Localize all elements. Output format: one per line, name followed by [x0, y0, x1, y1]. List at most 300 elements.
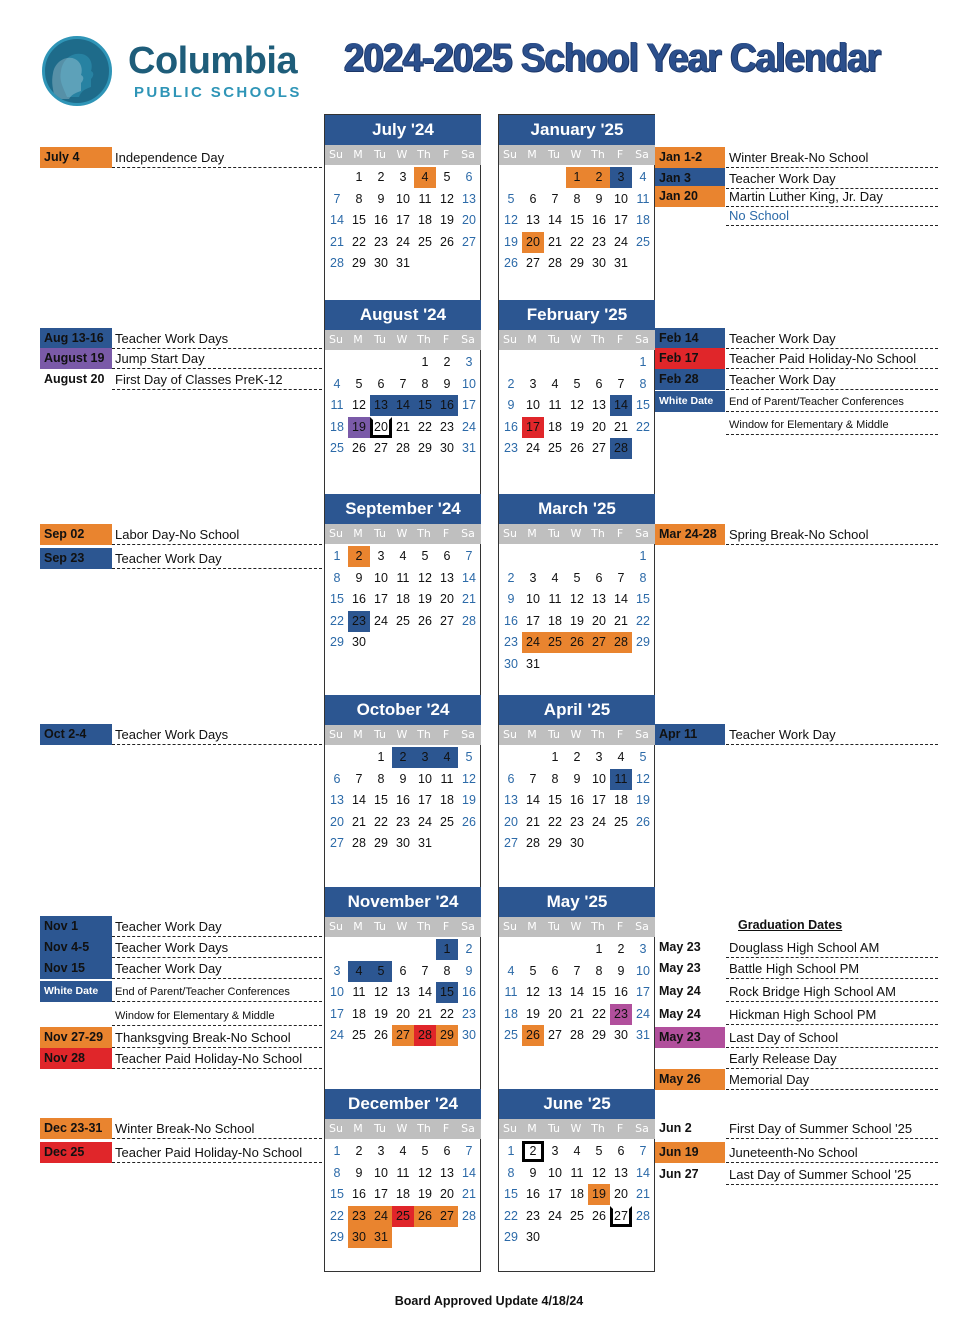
event-date-tag: August 20 — [44, 372, 105, 386]
calendar-day: 15 — [330, 1187, 344, 1201]
calendar-day: 5 — [465, 750, 473, 764]
calendar-day: 30 — [352, 635, 366, 649]
calendar-day: 6 — [595, 376, 603, 391]
calendar-day: 21 — [330, 234, 344, 249]
weekday-label: F — [616, 148, 624, 161]
calendar-day: 1 — [566, 167, 588, 188]
calendar-day: 6 — [595, 570, 603, 585]
calendar-day: 5 — [573, 570, 581, 585]
calendar-day: 1 — [436, 939, 458, 960]
event-date-tag: Apr 11 — [655, 724, 725, 745]
calendar-day: 19 — [418, 592, 432, 606]
calendar-day: 5 — [573, 376, 581, 391]
event-description: Teacher Work Day — [112, 959, 322, 979]
month-title: April '25 — [499, 695, 655, 725]
calendar-day: 7 — [399, 376, 407, 391]
event-date-tag: May 24 — [659, 984, 701, 998]
calendar-day: 27 — [548, 1028, 562, 1042]
month-calendar — [325, 300, 481, 490]
calendar-day: 4 — [348, 961, 370, 982]
calendar-day: 16 — [570, 793, 584, 807]
calendar-day: 31 — [614, 256, 628, 270]
calendar-day: 2 — [355, 1144, 363, 1158]
calendar-day: 24 — [526, 441, 540, 455]
weekday-label: W — [396, 148, 408, 161]
calendar-day: 15 — [570, 213, 584, 227]
calendar-day: 11 — [396, 570, 410, 585]
calendar-day: 12 — [570, 592, 584, 606]
weekday-header-row — [325, 1119, 481, 1139]
calendar-day: 27 — [374, 441, 388, 455]
calendar-day: 27 — [440, 613, 454, 628]
weekday-label: M — [353, 527, 363, 540]
weekday-label: F — [442, 527, 450, 540]
calendar-day: 21 — [462, 592, 476, 606]
page-title: 2024-2025 School Year Calendar — [344, 36, 881, 80]
calendar-day: 24 — [592, 814, 606, 829]
calendar-day: 6 — [465, 170, 473, 184]
calendar-day: 3 — [377, 1144, 385, 1158]
calendar-day: 29 — [374, 836, 388, 850]
event-description: Martin Luther King, Jr. Day — [726, 187, 938, 207]
calendar-day: 20 — [440, 592, 454, 606]
calendar-day: 24 — [548, 1208, 562, 1223]
calendar-day: 27 — [504, 836, 518, 850]
calendar-day: 3 — [465, 355, 473, 369]
calendar-day: 27 — [436, 1206, 458, 1227]
event-date-tag: Sep 02 — [40, 524, 112, 545]
event-date-tag: Jun 2 — [659, 1121, 692, 1135]
calendar-day: 14 — [614, 592, 628, 606]
calendar-day: 24 — [330, 1028, 344, 1042]
calendar-day: 15 — [436, 982, 458, 1003]
calendar-day: 25 — [570, 1208, 584, 1223]
calendar-day: 9 — [377, 191, 385, 206]
event-date-tag: Nov 4-5 — [40, 937, 112, 958]
calendar-day: 11 — [610, 769, 632, 790]
calendar-day: 29 — [636, 635, 650, 649]
calendar-day: 16 — [504, 613, 518, 628]
calendar-day: 17 — [374, 592, 388, 606]
weekday-header-row — [499, 1119, 655, 1139]
weekday-header-row — [499, 917, 655, 937]
calendar-day: 23 — [348, 1206, 370, 1227]
calendar-day: 12 — [462, 771, 476, 786]
calendar-day: 20 — [440, 1187, 454, 1201]
calendar-day: 12 — [504, 213, 518, 227]
calendar-day: 12 — [418, 1165, 432, 1180]
calendar-day: 22 — [636, 419, 650, 434]
calendar-day: 17 — [462, 398, 476, 412]
calendar-day: 3 — [333, 963, 341, 978]
calendar-day: 29 — [418, 441, 432, 455]
calendar-day: 14 — [462, 570, 476, 585]
calendar-day: 25 — [548, 441, 562, 455]
month-title: October '24 — [325, 695, 481, 725]
calendar-day: 7 — [639, 1144, 647, 1158]
calendar-day: 9 — [595, 191, 603, 206]
calendar-day: 20 — [548, 1006, 562, 1021]
event-date-tag: Aug 13-16 — [40, 328, 112, 349]
calendar-day: 20 — [370, 417, 392, 438]
calendar-day: 26 — [374, 1028, 388, 1042]
calendar-day: 19 — [462, 793, 476, 807]
calendar-day: 21 — [636, 1187, 650, 1201]
calendar-day: 10 — [418, 771, 432, 786]
calendar-day: 17 — [374, 1187, 388, 1201]
calendar-day: 16 — [352, 1187, 366, 1201]
calendar-day: 4 — [507, 963, 515, 978]
calendar-day: 15 — [592, 985, 606, 999]
month-title: August '24 — [325, 300, 481, 330]
calendar-day: 18 — [570, 1187, 584, 1201]
event-description: Teacher Work Day — [112, 917, 322, 937]
calendar-day: 18 — [548, 613, 562, 628]
calendar-day: 5 — [421, 1144, 429, 1158]
calendar-day: 13 — [330, 793, 344, 807]
calendar-day: 6 — [399, 963, 407, 978]
calendar-day: 30 — [462, 1028, 476, 1042]
weekday-label: F — [616, 333, 624, 346]
calendar-day: 20 — [462, 213, 476, 227]
calendar-day: 8 — [573, 191, 581, 206]
weekday-header-row — [325, 917, 481, 937]
month-title: July '24 — [325, 115, 481, 145]
calendar-day: 14 — [610, 395, 632, 416]
calendar-day: 7 — [465, 549, 473, 563]
calendar-day: 30 — [440, 441, 454, 455]
weekday-label: Su — [503, 728, 517, 741]
calendar-day: 25 — [544, 632, 566, 653]
calendar-day: 8 — [377, 771, 385, 786]
footer-note: Board Approved Update 4/18/24 — [394, 1294, 584, 1308]
event-date-tag: Sep 23 — [40, 548, 112, 569]
month-title: June '25 — [499, 1089, 655, 1119]
calendar-day: 19 — [418, 1187, 432, 1201]
calendar-day: 25 — [504, 1028, 518, 1042]
calendar-day: 3 — [639, 942, 647, 956]
calendar-day: 16 — [374, 213, 388, 227]
event-date-tag: Feb 17 — [655, 348, 725, 369]
event-date-tag: July 4 — [40, 147, 112, 168]
calendar-day: 13 — [526, 213, 540, 227]
calendar-day: 21 — [614, 419, 628, 434]
calendar-day: 11 — [440, 771, 454, 786]
calendar-day: 27 — [330, 836, 344, 850]
calendar-day: 22 — [504, 1208, 518, 1223]
calendar-day: 13 — [614, 1165, 628, 1180]
weekday-label: M — [527, 920, 537, 933]
event-date-tag: Nov 1 — [40, 916, 112, 937]
calendar-day: 31 — [418, 836, 432, 850]
calendar-day: 26 — [440, 234, 454, 249]
calendar-day: 17 — [636, 985, 650, 999]
calendar-day: 9 — [529, 1165, 537, 1180]
event-description: Last Day of School — [726, 1028, 938, 1048]
weekday-label: Su — [329, 333, 343, 346]
calendar-day: 2 — [392, 747, 414, 768]
weekday-label: Th — [417, 920, 431, 933]
calendar-day: 16 — [462, 985, 476, 999]
calendar-day: 4 — [617, 750, 625, 764]
calendar-day: 28 — [570, 1028, 584, 1042]
calendar-day: 18 — [636, 213, 650, 227]
calendar-day: 3 — [529, 570, 537, 585]
calendar-day: 12 — [374, 985, 388, 999]
event-description: Early Release Day — [726, 1049, 938, 1069]
calendar-day: 25 — [614, 814, 628, 829]
calendar-day: 15 — [352, 213, 366, 227]
calendar-day: 3 — [529, 376, 537, 391]
event-description: End of Parent/Teacher Conferences — [726, 392, 938, 412]
event-description: Teacher Work Day — [726, 725, 938, 745]
calendar-day: 30 — [396, 836, 410, 850]
event-description: Teacher Paid Holiday-No School — [726, 349, 938, 369]
calendar-day: 12 — [526, 985, 540, 999]
calendar-day: 1 — [595, 942, 603, 956]
calendar-day: 17 — [396, 213, 410, 227]
calendar-day: 23 — [462, 1006, 476, 1021]
event-date-tag: Mar 24-28 — [655, 524, 725, 545]
weekday-label: F — [442, 148, 450, 161]
calendar-day: 6 — [529, 191, 537, 206]
calendar-day: 28 — [548, 256, 562, 270]
calendar-day: 9 — [355, 570, 363, 585]
calendar-day: 30 — [348, 1227, 370, 1248]
event-date-tag: May 23 — [659, 961, 701, 975]
calendar-day: 2 — [377, 170, 385, 184]
event-description: Spring Break-No School — [726, 525, 938, 545]
weekday-label: Th — [591, 148, 605, 161]
month-calendar — [499, 494, 655, 684]
calendar-day: 14 — [636, 1165, 650, 1180]
calendar-day: 7 — [573, 963, 581, 978]
calendar-day: 27 — [526, 256, 540, 270]
calendar-day: 24 — [374, 613, 388, 628]
calendar-day: 23 — [396, 814, 410, 829]
calendar-day: 12 — [352, 398, 366, 412]
calendar-day: 20 — [592, 613, 606, 628]
weekday-label: W — [570, 148, 582, 161]
calendar-day: 14 — [462, 1165, 476, 1180]
calendar-day: 19 — [526, 1006, 540, 1021]
weekday-label: F — [616, 920, 624, 933]
month-calendar — [325, 887, 481, 1077]
event-description: Rock Bridge High School AM — [726, 982, 938, 1002]
calendar-day: 28 — [526, 836, 540, 850]
calendar-day: 26 — [522, 1025, 544, 1046]
calendar-day: 26 — [636, 814, 650, 829]
weekday-label: F — [616, 527, 624, 540]
calendar-day: 19 — [374, 1006, 388, 1021]
calendar-day: 28 — [352, 836, 366, 850]
logo-name: Columbia — [128, 40, 298, 82]
calendar-day: 10 — [548, 1165, 562, 1180]
weekday-label: F — [616, 728, 624, 741]
calendar-day: 3 — [414, 747, 436, 768]
weekday-label: Tu — [373, 333, 387, 346]
weekday-label: F — [442, 1122, 450, 1135]
calendar-day: 22 — [592, 1006, 606, 1021]
month-title: December '24 — [325, 1089, 481, 1119]
calendar-day: 30 — [374, 256, 388, 270]
calendar-day: 18 — [614, 793, 628, 807]
calendar-day: 5 — [529, 963, 537, 978]
calendar-day: 25 — [636, 234, 650, 249]
calendar-day: 23 — [526, 1208, 540, 1223]
calendar-day: 10 — [526, 592, 540, 606]
calendar-day: 28 — [462, 1208, 476, 1223]
calendar-day: 4 — [551, 570, 559, 585]
calendar-day: 29 — [330, 635, 344, 649]
weekday-header-row — [325, 725, 481, 745]
event-date-tag: Jan 1-2 — [655, 147, 725, 168]
calendar-day: 10 — [396, 191, 410, 206]
calendar-day: 16 — [614, 985, 628, 999]
calendar-day: 8 — [595, 963, 603, 978]
calendar-day: 4 — [573, 1144, 581, 1158]
event-description: Winter Break-No School — [726, 148, 938, 168]
calendar-day: 3 — [551, 1144, 559, 1158]
event-description: Teacher Work Day — [726, 329, 938, 349]
calendar-day: 15 — [636, 398, 650, 412]
event-description: First Day of Classes PreK-12 — [112, 370, 322, 390]
graduation-dates-title: Graduation Dates — [738, 918, 843, 932]
weekday-header-row — [499, 725, 655, 745]
calendar-day: 18 — [548, 419, 562, 434]
calendar-day: 24 — [418, 814, 432, 829]
calendar-day: 1 — [507, 1144, 515, 1158]
calendar-day: 29 — [330, 1230, 344, 1244]
calendar-day: 26 — [570, 441, 584, 455]
month-title: March '25 — [499, 494, 655, 524]
event-date-tag: Jun 27 — [659, 1167, 699, 1181]
calendar-day: 11 — [548, 592, 562, 606]
calendar-day: 30 — [570, 836, 584, 850]
weekday-label: Su — [503, 527, 517, 540]
event-date-tag: Nov 27-29 — [40, 1027, 112, 1048]
month-calendar — [325, 115, 481, 305]
calendar-day: 7 — [333, 191, 341, 206]
weekday-label: M — [527, 527, 537, 540]
calendar-day: 26 — [418, 613, 432, 628]
event-description: Teacher Paid Holiday-No School — [112, 1143, 322, 1163]
weekday-label: Tu — [547, 333, 561, 346]
calendar-day: 7 — [529, 771, 537, 786]
calendar-day: 23 — [592, 234, 606, 249]
calendar-day: 7 — [355, 771, 363, 786]
calendar-day: 17 — [592, 793, 606, 807]
calendar-day: 25 — [392, 1206, 414, 1227]
calendar-day: 14 — [526, 793, 540, 807]
weekday-label: Th — [591, 527, 605, 540]
calendar-day: 6 — [377, 376, 385, 391]
weekday-label: M — [527, 148, 537, 161]
calendar-day: 22 — [570, 234, 584, 249]
calendar-day: 24 — [396, 234, 410, 249]
calendar-day: 24 — [614, 234, 628, 249]
calendar-day: 11 — [418, 191, 432, 206]
calendar-day: 14 — [352, 793, 366, 807]
weekday-label: Th — [591, 333, 605, 346]
calendar-day: 31 — [370, 1227, 392, 1248]
weekday-label: W — [396, 527, 408, 540]
calendar-day: 22 — [330, 613, 344, 628]
weekday-label: M — [527, 333, 537, 346]
calendar-day: 2 — [522, 1141, 544, 1162]
weekday-label: Su — [329, 527, 343, 540]
event-description: Teacher Work Day — [112, 549, 322, 569]
weekday-label: Sa — [461, 1122, 475, 1135]
weekday-label: Sa — [461, 527, 475, 540]
weekday-label: W — [570, 728, 582, 741]
weekday-label: Tu — [547, 148, 561, 161]
calendar-day: 6 — [507, 771, 515, 786]
calendar-day: 16 — [352, 592, 366, 606]
event-date-tag: Nov 28 — [40, 1048, 112, 1069]
month-title: September '24 — [325, 494, 481, 524]
calendar-day: 17 — [522, 417, 544, 438]
weekday-label: Su — [503, 148, 517, 161]
weekday-label: Th — [591, 728, 605, 741]
calendar-day: 4 — [639, 170, 647, 184]
calendar-day: 2 — [348, 546, 370, 567]
calendar-day: 30 — [526, 1230, 540, 1244]
weekday-label: F — [442, 728, 450, 741]
weekday-label: Tu — [373, 920, 387, 933]
calendar-day: 21 — [526, 814, 540, 829]
calendar-day: 31 — [636, 1028, 650, 1042]
event-description: First Day of Summer School '25 — [726, 1119, 938, 1139]
calendar-day: 28 — [396, 441, 410, 455]
event-date-tag: August 19 — [40, 348, 112, 369]
calendar-day: 14 — [418, 985, 432, 999]
calendar-day: 19 — [440, 213, 454, 227]
calendar-day: 6 — [551, 963, 559, 978]
calendar-day: 21 — [614, 613, 628, 628]
weekday-label: Th — [417, 333, 431, 346]
weekday-label: Th — [417, 148, 431, 161]
calendar-day: 3 — [399, 170, 407, 184]
calendar-day: 9 — [443, 376, 451, 391]
calendar-day: 21 — [570, 1006, 584, 1021]
calendar-day: 14 — [330, 213, 344, 227]
calendar-day: 1 — [551, 750, 559, 764]
calendar-day: 13 — [440, 570, 454, 585]
calendar-day: 20 — [396, 1006, 410, 1021]
calendar-day: 24 — [522, 632, 544, 653]
weekday-label: Tu — [547, 728, 561, 741]
calendar-day: 8 — [551, 771, 559, 786]
calendar-day: 10 — [614, 191, 628, 206]
calendar-day: 29 — [570, 256, 584, 270]
event-date-tag: May 24 — [659, 1007, 701, 1021]
event-description: Douglass High School AM — [726, 938, 938, 958]
weekday-header-row — [499, 524, 655, 544]
calendar-day: 30 — [504, 656, 518, 671]
month-title: January '25 — [499, 115, 655, 145]
weekday-label: W — [396, 920, 408, 933]
event-date-tag: Oct 2-4 — [40, 724, 112, 745]
calendar-day: 4 — [414, 167, 436, 188]
calendar-day: 21 — [462, 1187, 476, 1201]
calendar-day: 1 — [377, 750, 385, 764]
weekday-label: Sa — [635, 148, 649, 161]
weekday-label: Su — [329, 1122, 343, 1135]
calendar-day: 21 — [352, 814, 366, 829]
calendar-day: 13 — [370, 395, 392, 416]
calendar-day: 19 — [588, 1184, 610, 1205]
